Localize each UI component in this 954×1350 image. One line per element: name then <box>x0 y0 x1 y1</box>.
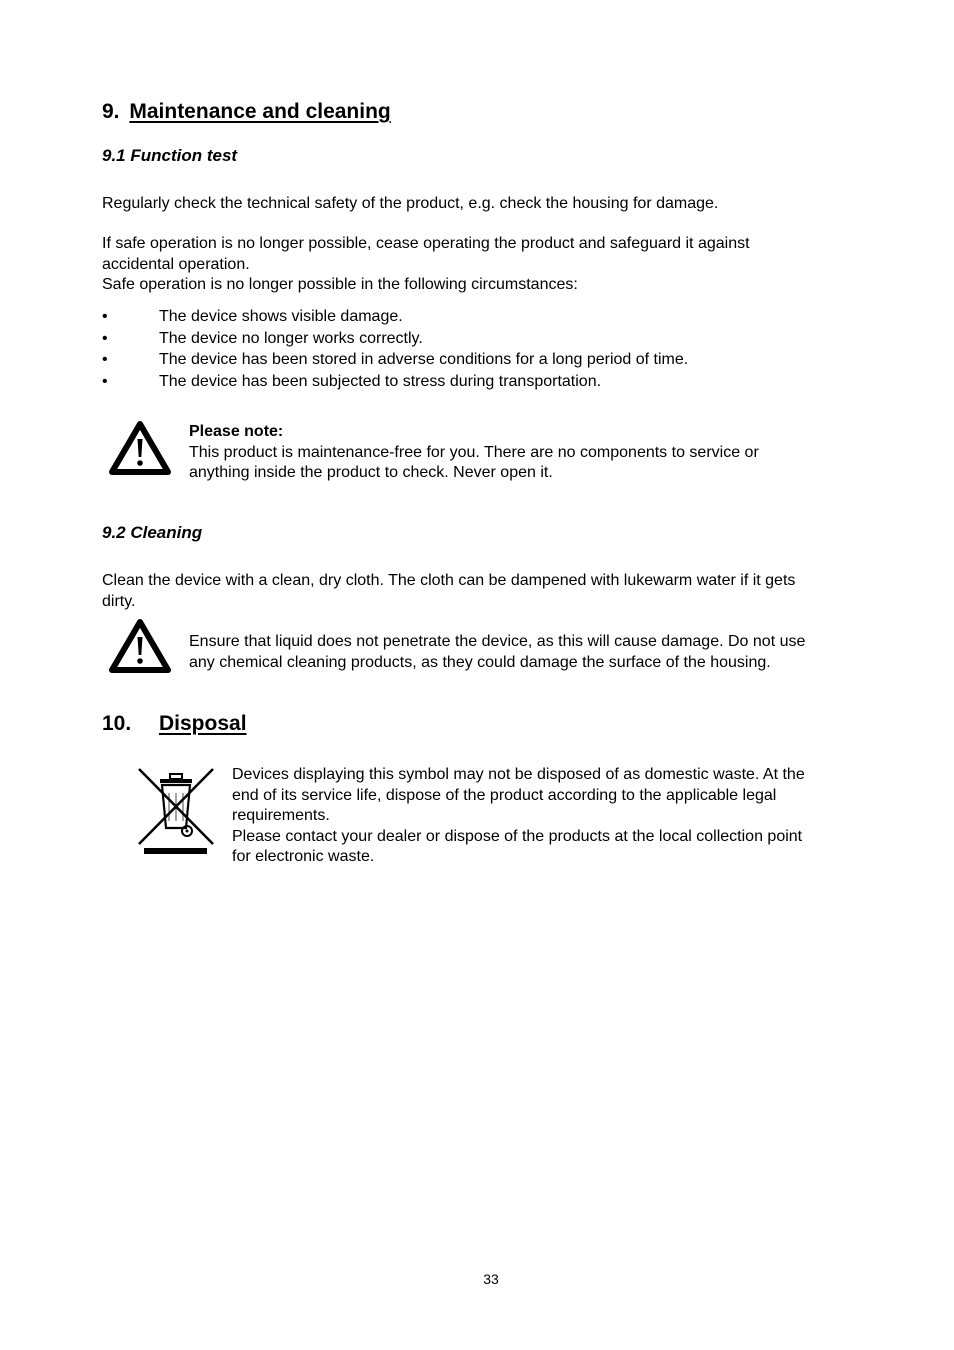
crossed-out-wheelie-bin-icon <box>136 766 216 856</box>
function-test-paragraph-1: Regularly check the technical safety of the product, e.g. check the housing for damage. <box>102 195 719 212</box>
disposal-line: requirements. <box>232 807 330 824</box>
paragraph-line: If safe operation is no longer possible, cease operating the product and safeguard it against <box>102 235 750 252</box>
warning-triangle-icon <box>108 420 172 476</box>
section-9-heading <box>102 100 391 124</box>
warning-line: Ensure that liquid does not penetrate the device, as this will cause damage. Do not use <box>189 633 806 650</box>
disposal-line: for electronic waste. <box>232 848 375 865</box>
list-item <box>102 328 688 350</box>
bullet: • <box>102 351 108 368</box>
disposal-line: Devices displaying this symbol may not be disposed of as domestic waste. At the <box>232 766 805 783</box>
list-item <box>102 306 688 328</box>
bullet: • <box>102 308 108 325</box>
note-title: Please note: <box>189 423 284 440</box>
section-9-title: Maintenance and cleaning <box>129 100 391 123</box>
paragraph-line: Safe operation is no longer possible in the following circumstances: <box>102 276 578 293</box>
disposal-text <box>232 765 805 868</box>
section-10-title: Disposal <box>159 712 247 735</box>
bullet: • <box>102 329 108 347</box>
paragraph-line: dirty. <box>102 592 136 610</box>
warning-line: any chemical cleaning products, as they could damage the surface of the housing. <box>189 653 771 671</box>
list-item-text: The device shows visible damage. <box>159 308 403 325</box>
warning-triangle-icon <box>108 617 172 675</box>
section-10-heading <box>102 712 247 736</box>
disposal-line: end of its service life, dispose of the product according to the applicable legal <box>232 786 777 804</box>
circumstances-list <box>102 306 688 392</box>
maintenance-note <box>189 422 759 484</box>
subsection-9-1-heading: 9.1 Function test <box>102 146 238 165</box>
paragraph-line: accidental operation. <box>102 255 250 273</box>
section-9-number: 9. <box>102 100 120 123</box>
note-line: anything inside the product to check. Never open it. <box>189 464 553 481</box>
page-number: 33 <box>483 1271 499 1287</box>
list-item-text: The device has been stored in adverse conditions for a long period of time. <box>159 351 689 368</box>
paragraph-line: Clean the device with a clean, dry cloth. The cloth can be dampened with lukewarm water if it gets <box>102 572 796 589</box>
list-item <box>102 371 688 393</box>
function-test-paragraph-2 <box>102 234 750 296</box>
section-10-number: 10. <box>102 712 132 735</box>
list-item-text: The device has been subjected to stress during transportation. <box>159 372 602 390</box>
disposal-line: Please contact your dealer or dispose of the products at the local collection point <box>232 827 803 845</box>
cleaning-warning <box>189 632 805 673</box>
cleaning-paragraph <box>102 571 795 612</box>
list-item-text: The device no longer works correctly. <box>159 329 423 347</box>
bullet: • <box>102 372 108 390</box>
subsection-9-2-heading: 9.2 Cleaning <box>102 523 203 542</box>
list-item <box>102 349 688 371</box>
note-line: This product is maintenance-free for you. There are no components to service or <box>189 443 759 461</box>
